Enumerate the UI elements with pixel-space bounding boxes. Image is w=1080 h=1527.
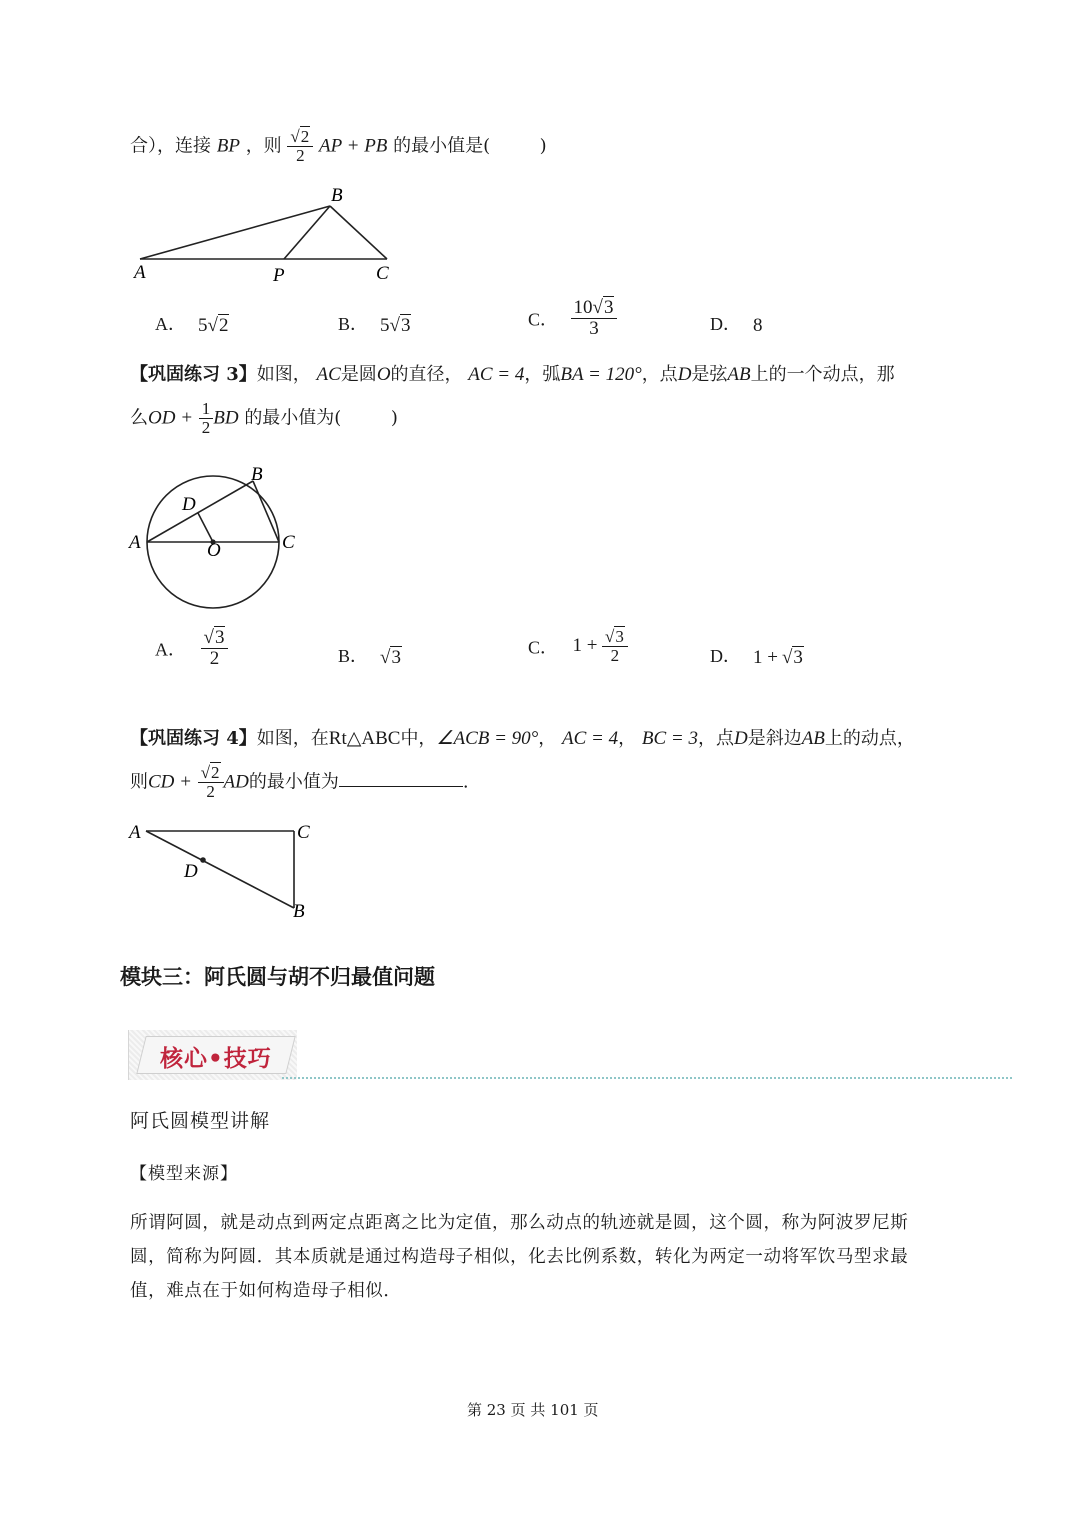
segment-bp [284,206,330,259]
q2-option-a[interactable]: A． 5√2 [155,314,229,336]
q2-option-c[interactable]: C． $\frac{10√3}{3}$ [528,298,617,339]
dotted-divider [282,1077,1012,1079]
answer-blank[interactable] [339,768,463,787]
paragraph-line: 圆，简称为阿圆．其本质就是通过构造母子相似，化去比例系数，转化为两定一动将军饮马型求最 [130,1247,909,1267]
label-a: A [134,262,146,283]
paragraph-line: 值，难点在于如何构造母子相似． [130,1281,402,1301]
q2-option-b[interactable]: B． 5√3 [338,314,411,336]
label-c: C [297,822,310,843]
segment-ab [140,206,330,259]
paragraph [130,1206,960,1308]
q4-fraction: $\frac{√2}{2}$ [198,764,224,801]
label-b: B [331,185,343,206]
source-label: 【模型来源】 [130,1164,238,1184]
label-d: D [184,861,198,882]
q3-line-1: 【巩固练习 3】如图， AC是圆O的直径， AC = 4，弧BA = 120°，点D是弦AB上的一个动点，那 [130,364,895,385]
module-heading: 模块三：阿氏圆与胡不归最值问题 [120,965,435,989]
chord-bc [253,481,279,542]
q2-option-d[interactable]: D． 8 [710,314,763,336]
q2-figure [120,180,420,290]
segment-bc [330,206,387,259]
q2-fraction: $\frac{√2}{2}$ [287,128,313,165]
q3-half: $\frac{1}{2}$ [199,400,214,437]
segment-od [198,513,213,542]
chord-ab [147,481,253,542]
label-p: P [273,265,285,286]
label-a: A [129,532,141,553]
q4-line-2: 则CD + $\frac{√2}{2}$ AD的最小值为 . [130,763,469,801]
subtitle: 阿氏圆模型讲解 [130,1110,271,1132]
label-c: C [376,263,389,284]
q3-figure [120,458,320,618]
q2-line: 合），连接 BP ，则 $\frac{√2}{2}$ AP + PB 的最小值是( ) [130,127,547,165]
label-b: B [293,901,305,922]
q3-option-b[interactable]: B． √3 [338,646,401,668]
label-a: A [129,822,141,843]
point-d [200,857,206,863]
skill-badge: 核心•技巧 [128,1030,297,1080]
label-c: C [282,532,295,553]
page-footer: 第 23 页 共 101 页 [467,1401,599,1419]
q4-figure [120,815,340,925]
q3-option-c[interactable]: C． 1 + $\frac{√3}{2}$ [528,628,628,665]
label-b: B [251,464,263,485]
segment-ab [146,831,294,908]
label-o: O [207,540,221,561]
q3-line-2: 么OD + $\frac{1}{2}$ BD 的最小值为( ) [130,399,398,437]
q4-line-1: 【巩固练习 4】如图，在Rt△ABC中，∠ACB = 90°， AC = 4， BC = 3，点D是斜边AB上的动点， [130,728,915,749]
label-d: D [182,494,196,515]
q3-option-d[interactable]: D． 1 + √3 [710,646,803,668]
q3-option-a[interactable]: A． $\frac{√3}{2}$ [155,628,228,669]
paragraph-line: 所谓阿圆，就是动点到两定点距离之比为定值，那么动点的轨迹就是圆，这个圆，称为阿波罗尼斯 [130,1213,909,1233]
